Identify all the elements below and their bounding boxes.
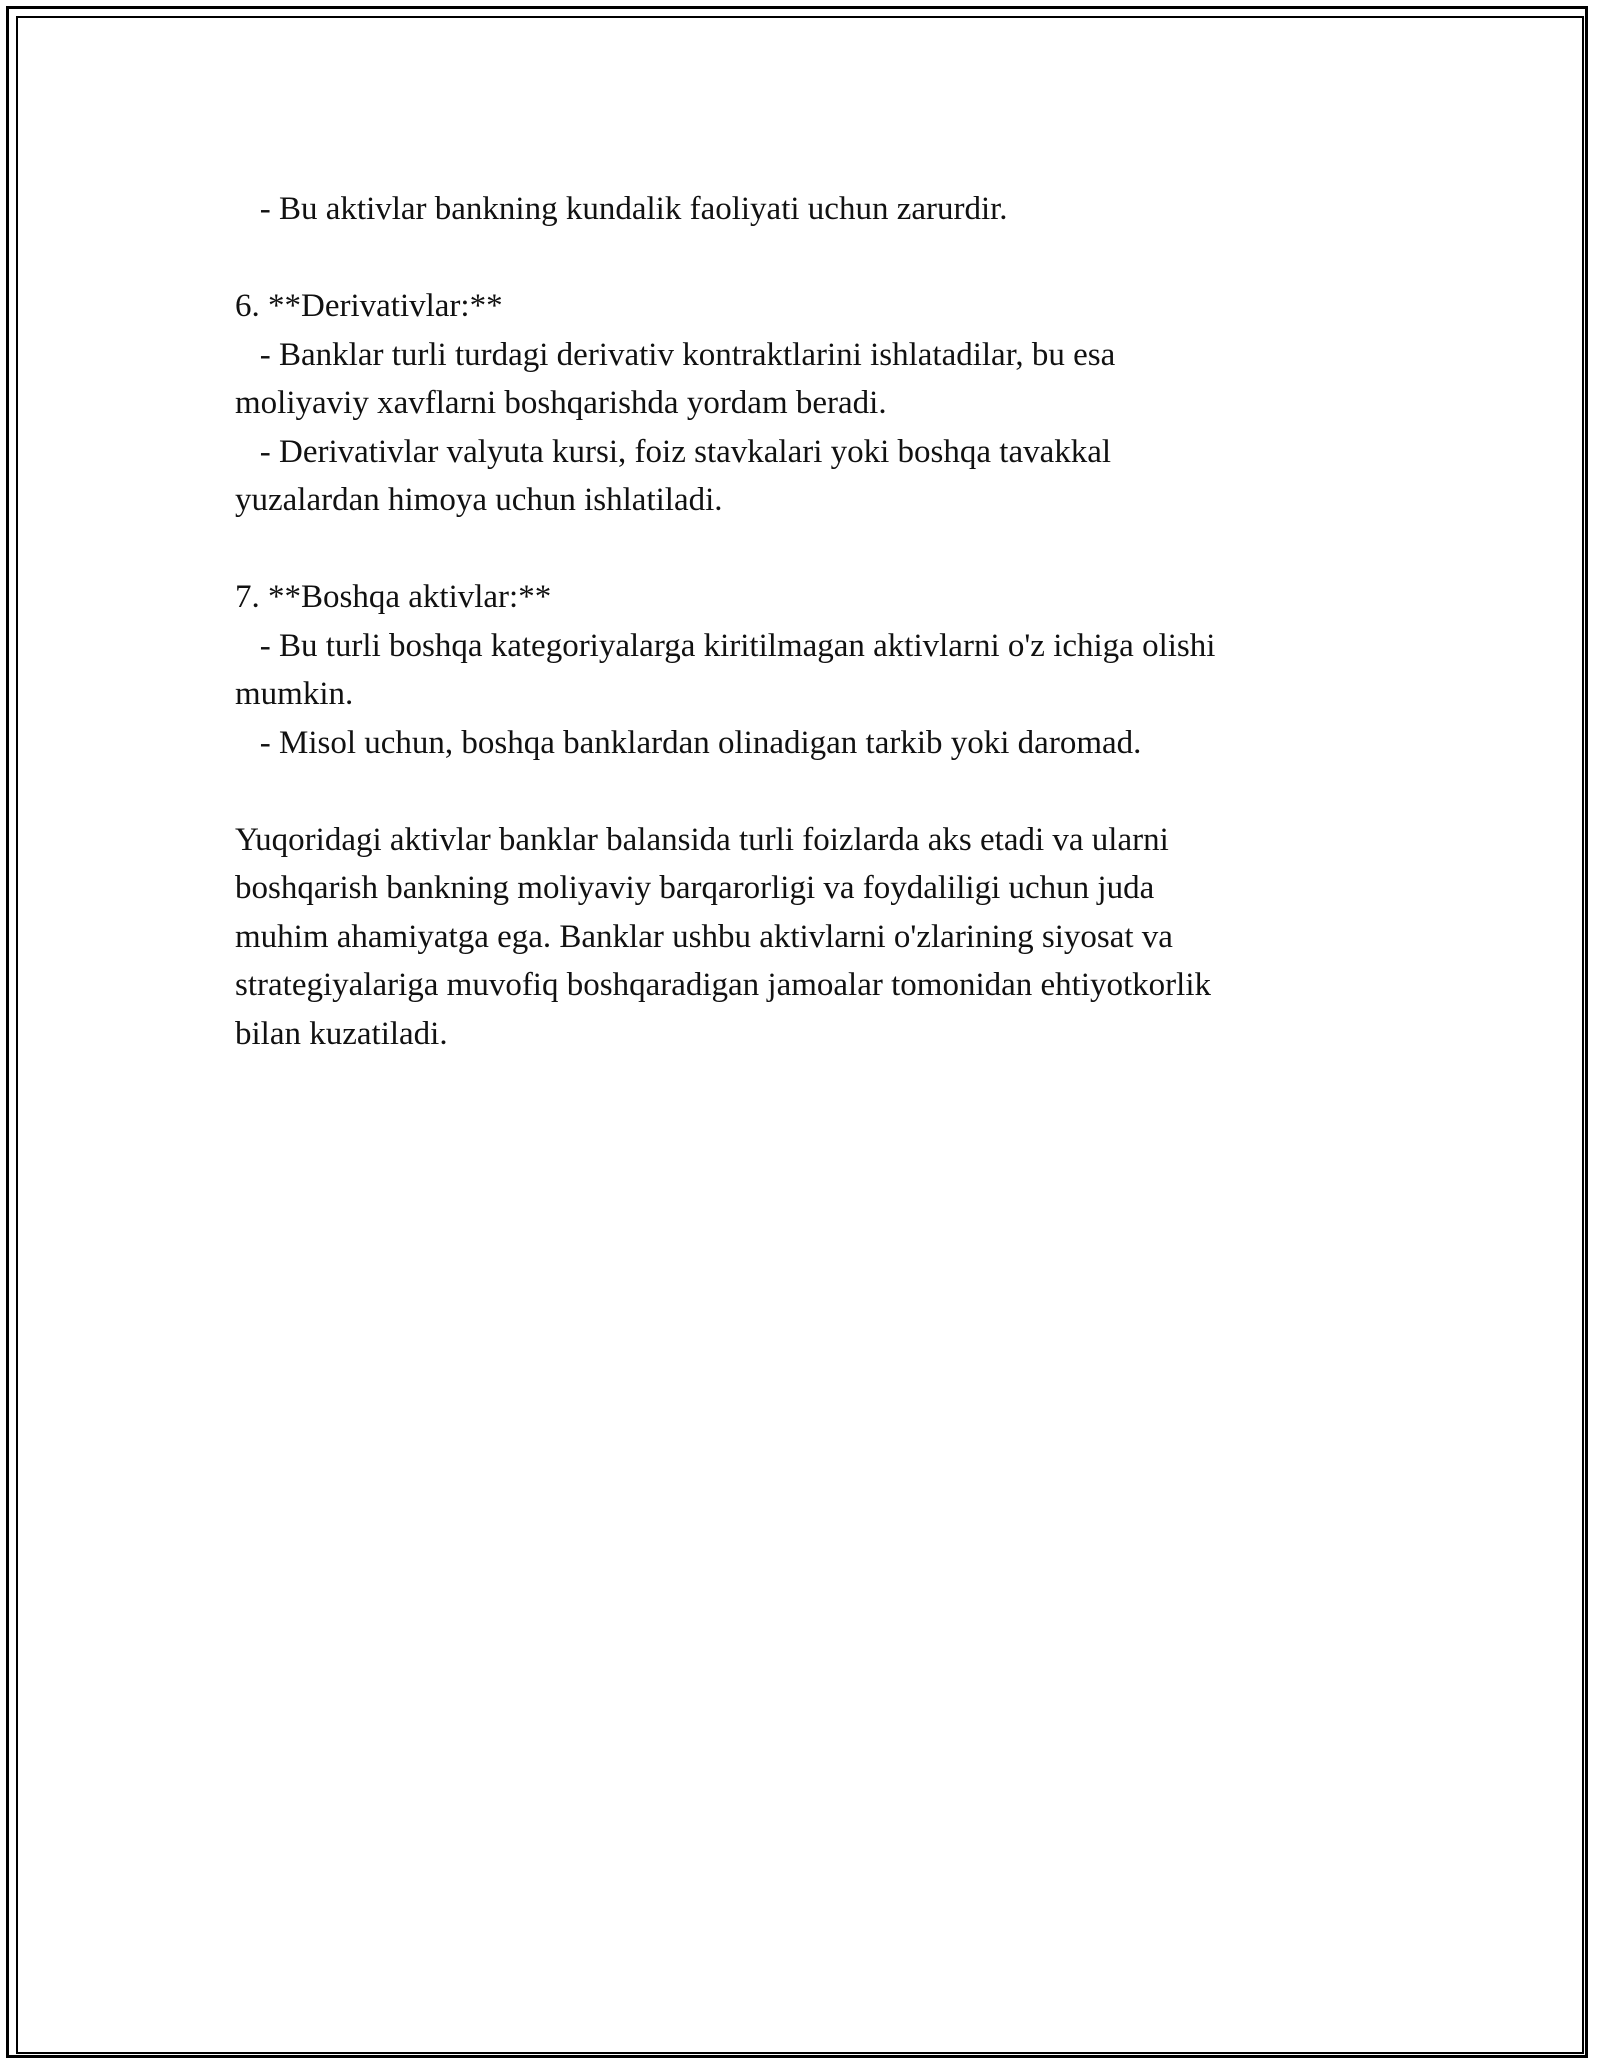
text-line: moliyaviy xavflarni boshqarishda yordam beradi. bbox=[235, 385, 887, 421]
text-line: - Banklar turli turdagi derivativ kontraktlarini ishlatadilar, bu esa bbox=[235, 336, 1116, 373]
text-line: - Misol uchun, boshqa banklardan olinadigan tarkib yoki daromad. bbox=[235, 724, 1142, 761]
summary-paragraph-line: bilan kuzatiladi. bbox=[235, 1015, 448, 1052]
blank-line bbox=[235, 234, 1365, 283]
section-heading-other-assets: 7. **Boshqa aktivlar:** bbox=[235, 579, 552, 615]
text-line: - Bu turli boshqa kategoriyalarga kiritilmagan aktivlarni o'z ichiga olishi bbox=[235, 627, 1216, 664]
text-line: yuzalardan himoya uchun ishlatiladi. bbox=[235, 482, 723, 518]
summary-paragraph-line: boshqarish bankning moliyaviy barqarorligi va foydaliligi uchun juda bbox=[235, 870, 1155, 906]
blank-line bbox=[235, 767, 1365, 816]
text-line: - Derivativlar valyuta kursi, foiz stavkalari yoki boshqa tavakkal bbox=[235, 433, 1112, 470]
summary-paragraph-line: Yuqoridagi aktivlar banklar balansida turli foizlarda aks etadi va ularni bbox=[235, 821, 1169, 858]
text-line: - Bu aktivlar bankning kundalik faoliyati uchun zarurdir. bbox=[235, 191, 1008, 227]
document-body bbox=[235, 185, 1365, 1058]
text-line: mumkin. bbox=[235, 676, 354, 712]
blank-line bbox=[235, 525, 1365, 574]
summary-paragraph-line: muhim ahamiyatga ega. Banklar ushbu aktivlarni o'zlarining siyosat va bbox=[235, 918, 1173, 955]
summary-paragraph-line: strategiyalariga muvofiq boshqaradigan jamoalar tomonidan ehtiyotkorlik bbox=[235, 967, 1211, 1003]
section-heading-derivatives: 6. **Derivativlar:** bbox=[235, 288, 503, 324]
